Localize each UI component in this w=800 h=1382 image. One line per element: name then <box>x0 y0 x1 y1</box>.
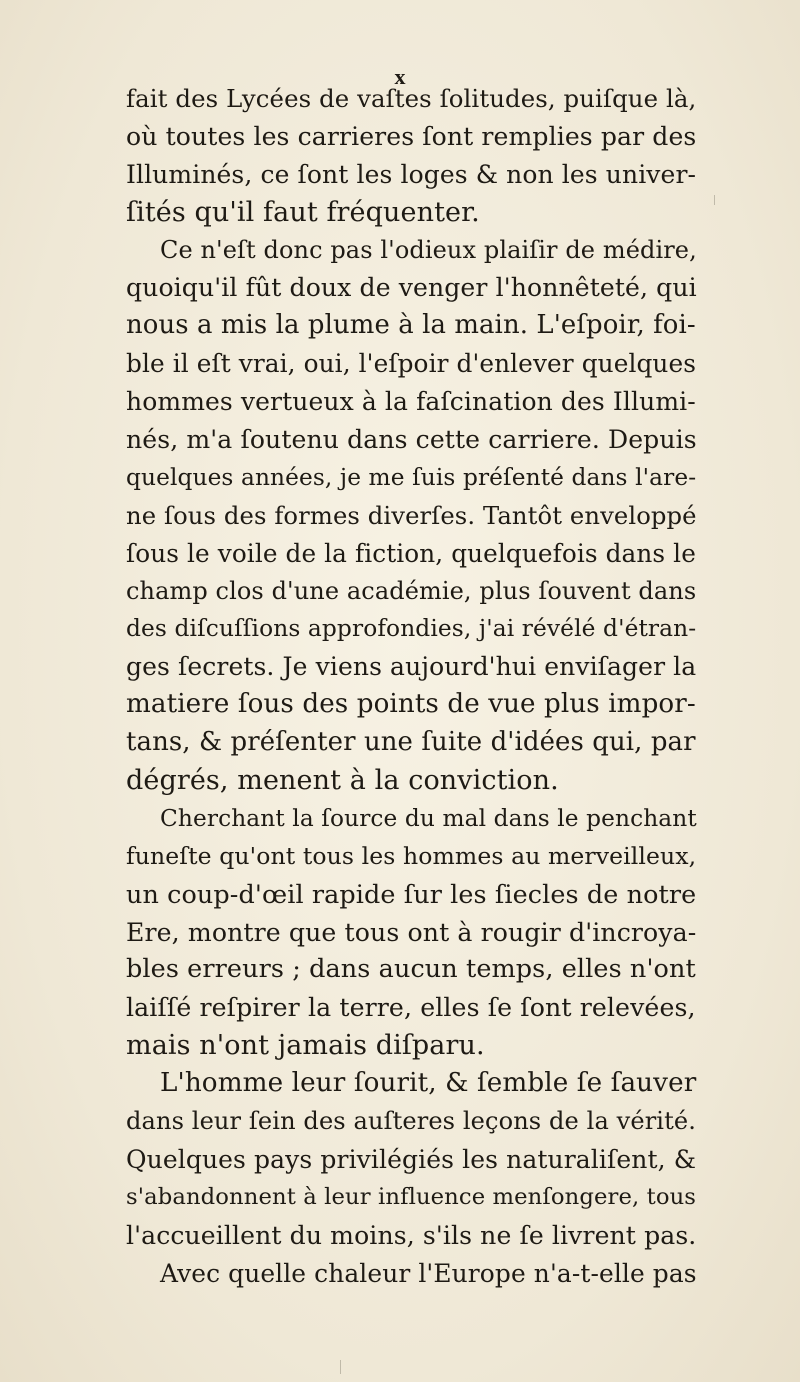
text-line: un coup-d'œil rapide ſur les ſiecles de notre <box>126 878 697 909</box>
page-number: x <box>394 64 406 89</box>
text-line: nous a mis la plume à la main. L'eſpoir, foi- <box>126 310 696 341</box>
margin-mark <box>714 195 715 205</box>
text-line: champ clos d'une académie, plus ſouvent dans <box>126 576 697 605</box>
margin-mark <box>340 1360 341 1374</box>
text-line: Quelques pays privilégiés les naturaliſent, & <box>126 1144 697 1174</box>
body-text <box>126 80 696 1293</box>
text-line: fait des Lycées de vaſtes ſolitudes, puiſque là, <box>126 84 697 113</box>
text-line: Avec quelle chaleur l'Europe n'a-t-elle pas <box>160 1258 697 1288</box>
text-line: Cherchant la ſource du mal dans le penchant <box>160 804 697 832</box>
text-line: ble il eſt vrai, oui, l'eſpoir d'enlever quelques <box>126 349 697 379</box>
text-line: tans, & préſenter une ſuite d'idées qui, par <box>126 727 696 758</box>
text-line: Illuminés, ce ſont les loges & non les univer- <box>126 159 697 189</box>
text-line: laiſſé reſpirer la terre, elles ſe ſont relevées, <box>126 993 696 1023</box>
text-line: funeſte qu'ont tous les hommes au merveilleux, <box>126 841 697 870</box>
text-line: L'homme leur ſourit, & ſemble ſe ſauver <box>160 1068 697 1099</box>
text-line: quoiqu'il fût doux de venger l'honnêteté, qui <box>126 273 697 303</box>
text-line: ſous le voile de la fiction, quelquefois dans le <box>126 538 696 568</box>
text-line: où toutes les carrieres ſont remplies par des <box>126 121 697 151</box>
text-line: s'abandonnent à leur influence menſongere, tous <box>126 1183 697 1210</box>
text-line: matiere ſous des points de vue plus impor- <box>126 689 696 720</box>
text-line: hommes vertueux à la faſcination des Illumi- <box>126 387 696 417</box>
text-line: l'accueillent du moins, s'ils ne ſe livrent pas. <box>126 1220 697 1250</box>
text-line: dans leur ſein des auſteres leçons de la vérité. <box>126 1107 696 1136</box>
text-line: nés, m'a ſoutenu dans cette carriere. Depuis <box>126 425 697 455</box>
text-line: des diſcuſſions approfondies, j'ai révélé d'étran- <box>126 615 697 643</box>
text-line: Ere, montre que tous ont à rougir d'incroya- <box>126 917 697 947</box>
text-line: ſités qu'il faut fréquenter. <box>126 196 480 228</box>
text-line: bles erreurs ; dans aucun temps, elles n'ont <box>126 954 696 985</box>
text-line: mais n'ont jamais diſparu. <box>126 1030 485 1062</box>
text-line: ne ſous des formes diverſes. Tantôt enveloppé <box>126 500 697 530</box>
text-line: ges ſecrets. Je viens aujourd'hui enviſager la <box>126 652 697 682</box>
text-line: dégrés, menent à la conviction. <box>126 765 559 797</box>
text-line: Ce n'eſt donc pas l'odieux plaiſir de médire, <box>160 235 697 264</box>
text-line: quelques années, je me ſuis préſenté dans l'are- <box>126 463 697 491</box>
